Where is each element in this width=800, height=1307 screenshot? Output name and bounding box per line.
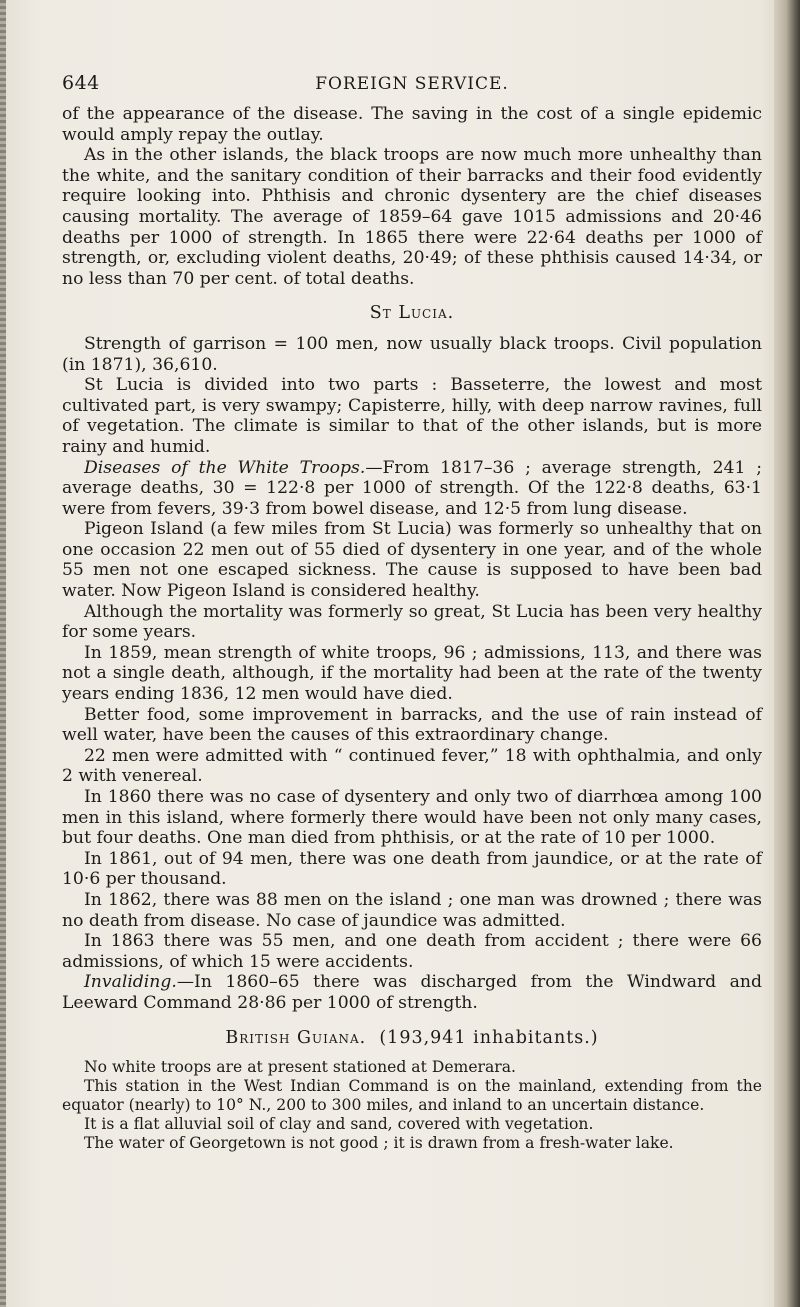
paragraph-diseases bbox=[62, 458, 762, 520]
paragraph: Better food, some improvement in barracks, and the use of rain instead of well water, have been the causes of this extraordinary change. bbox=[62, 704, 762, 746]
paragraph: As in the other islands, the black troops are now much more unhealthy than the white, and the sanitary condition of their barracks and their food evidently require looking into. Phthisis and chronic dysentery are the chief diseases causing mortality. The average of 1859–64 gave 1015 admissions and 20·46 deaths per 1000 of strength. In 1865 there were 22·64 deaths per 1000 of strength, or, excluding violent deaths, 20·49; of these phthisis caused 14·34, or no less than 70 per cent. of total deaths. bbox=[62, 145, 762, 289]
section-heading-st-lucia: St Lucia. bbox=[369, 303, 455, 324]
paragraph: It is a flat alluvial soil of clay and sand, covered with vegetation. bbox=[84, 1115, 594, 1134]
running-title: FOREIGN SERVICE. bbox=[315, 74, 509, 94]
diseases-label: Diseases of the White Troops. bbox=[84, 457, 366, 478]
paragraph: In 1859, mean strength of white troops, 96 ; admissions, 113, and there was not a single death, although, if the mortality had been at the rate of the twenty years ending 1836, 12 men would have died. bbox=[62, 642, 762, 705]
page-header bbox=[62, 72, 762, 98]
paragraph: The water of Georgetown is not good ; it is drawn from a fresh-water lake. bbox=[84, 1134, 674, 1153]
page-body bbox=[62, 104, 762, 1153]
paragraph: 22 men were admitted with “ continued fever,” 18 with ophthalmia, and only 2 with venereal. bbox=[62, 745, 762, 787]
paragraph: Pigeon Island (a few miles from St Lucia) was formerly so unhealthy that on one occasion 22 men out of 55 died of dysentery in one year, and of the whole 55 men not one escaped sickness. The cause is supposed to have been bad water. Now Pigeon Island is considered healthy. bbox=[62, 519, 762, 602]
page-fore-edge bbox=[774, 0, 800, 1307]
section-heading-british-guiana: British Guiana. (193,941 inhabitants.) bbox=[225, 1027, 599, 1048]
paragraph: Although the mortality was formerly so great, St Lucia has been very healthy for some years. bbox=[62, 601, 762, 643]
invaliding-text: —In 1860–65 there was discharged from the Windward and Leeward Command 28·86 per 1000 of strength. bbox=[62, 972, 762, 1013]
paragraph: No white troops are at present stationed at Demerara. bbox=[84, 1058, 517, 1077]
paragraph: In 1861, out of 94 men, there was one death from jaundice, or at the rate of 10·6 per thousand. bbox=[62, 848, 762, 890]
diseases-text: —From 1817–36 ; average strength, 241 ; average deaths, 30 = 122·8 per 1000 of strength. Of the 122·8 deaths, 63·1 were from fevers, 39·3 from bowel disease, and 12·5 from lung disease. bbox=[62, 457, 762, 519]
guiana-population: (193,941 inhabitants.) bbox=[379, 1027, 599, 1048]
paragraph: St Lucia is divided into two parts : Basseterre, the lowest and most cultivated part, is very swampy; Capisterre, hilly, with deep narrow ravines, full of vegetation. The climate is similar to that of the other islands, but is more rainy and humid. bbox=[62, 375, 762, 457]
paragraph: In 1862, there was 88 men on the island ; one man was drowned ; there was no death from disease. No case of jaundice was admitted. bbox=[62, 889, 762, 931]
paragraph: of the appearance of the disease. The saving in the cost of a single epidemic would amply repay the outlay. bbox=[62, 104, 762, 145]
paragraph-invaliding bbox=[62, 972, 762, 1013]
paragraph: This station in the West Indian Command is on the mainland, extending from the equator (nearly) to 10° N., 200 to 300 miles, and inland to an uncertain distance. bbox=[62, 1077, 762, 1115]
paragraph: Strength of garrison = 100 men, now usually black troops. Civil population (in 1871), 36,610. bbox=[62, 333, 762, 375]
page-number: 644 bbox=[62, 72, 100, 94]
invaliding-label: Invaliding. bbox=[84, 972, 177, 993]
paragraph: In 1863 there was 55 men, and one death from accident ; there were 66 admissions, of which 15 were accidents. bbox=[62, 931, 762, 972]
page-gutter-edge bbox=[0, 0, 6, 1307]
paragraph: In 1860 there was no case of dysentery and only two of diarrhœa among 100 men in this island, where formerly there would have been not only many cases, but four deaths. One man died from phthisis, or at the rate of 10 per 1000. bbox=[62, 787, 762, 849]
